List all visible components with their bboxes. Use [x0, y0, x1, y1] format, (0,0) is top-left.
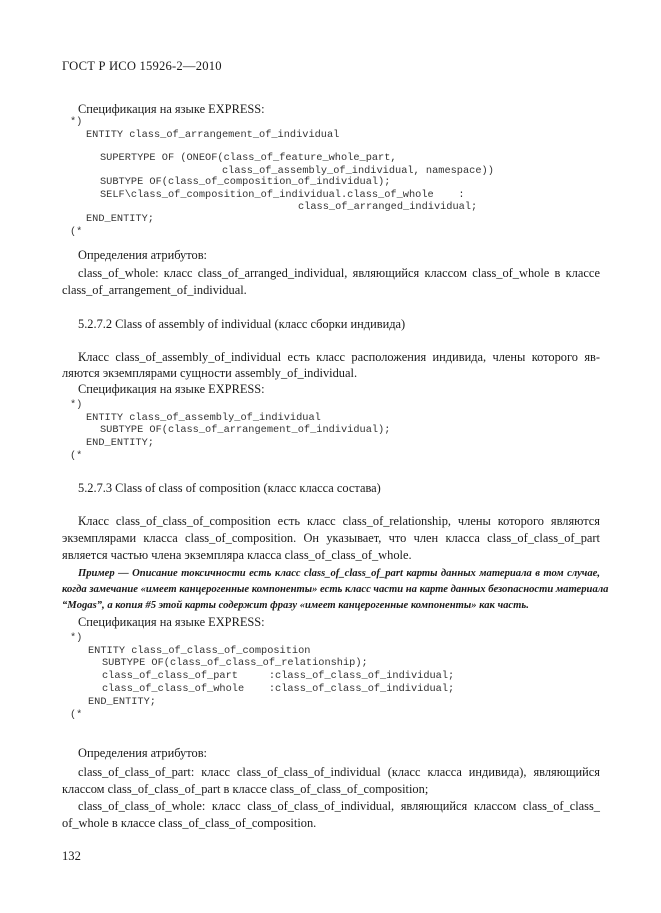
code-line: (*	[70, 226, 83, 238]
text-line: классом class_of_class_of_part в классе class_of_class_of_composition;	[62, 782, 429, 796]
code-line: class_of_assembly_of_individual, namespace))	[222, 165, 494, 177]
text-line: class_of_arrangement_of_individual.	[62, 283, 247, 297]
code-line: ENTITY class_of_class_of_composition	[88, 645, 311, 657]
code-line: (*	[70, 709, 83, 721]
text-line: class_of_class_of_whole: класс class_of_class_of_individual, являющийся классом class_of_class_	[78, 799, 600, 813]
code-line: ENTITY class_of_assembly_of_individual	[86, 412, 321, 424]
running-header: ГОСТ Р ИСО 15926-2—2010	[62, 59, 222, 73]
text-line: Определения атрибутов:	[78, 248, 207, 262]
code-line: class_of_class_of_part :class_of_class_of_individual;	[102, 670, 455, 682]
text-line: Спецификация на языке EXPRESS:	[78, 615, 265, 629]
code-line: ENTITY class_of_arrangement_of_individual	[86, 129, 340, 141]
code-line: SELF\class_of_composition_of_individual.class_of_whole :	[100, 189, 465, 201]
text-line: Класс class_of_assembly_of_individual есть класс расположения индивида, члены которого яв-	[78, 350, 600, 364]
text-line: является частью члена экземпляра класса class_of_class_of_whole.	[62, 548, 412, 562]
text-line: Определения атрибутов:	[78, 746, 207, 760]
code-line: *)	[70, 399, 83, 411]
code-line: END_ENTITY;	[88, 696, 156, 708]
code-line: SUBTYPE OF(class_of_composition_of_individual);	[100, 176, 391, 188]
code-line: END_ENTITY;	[86, 213, 154, 225]
text-line: Спецификация на языке EXPRESS:	[78, 382, 265, 396]
text-line: Класс class_of_class_of_composition есть класс class_of_relationship, члены которого являются	[78, 514, 600, 528]
code-line: END_ENTITY;	[86, 437, 154, 449]
text-line: когда замечание «имеет канцерогенные компоненты» есть класс части на карте данных безопасности материала	[62, 584, 609, 595]
text-line: ляются экземплярами сущности assembly_of_individual.	[62, 366, 358, 380]
page-number: 132	[62, 849, 81, 863]
code-line: SUBTYPE OF(class_of_arrangement_of_individual);	[100, 424, 391, 436]
text-line: 5.2.7.3 Class of class of composition (класс класса состава)	[78, 481, 381, 495]
text-line: Спецификация на языке EXPRESS:	[78, 102, 265, 116]
code-line: class_of_arranged_individual;	[298, 201, 478, 213]
text-line: “Mogas”, а копия #5 этой карты содержит фразу «имеет канцерогенные компоненты» как часть.	[62, 600, 529, 611]
code-line: *)	[70, 116, 83, 128]
text-line: of_whole в классе class_of_class_of_composition.	[62, 816, 317, 830]
code-line: (*	[70, 450, 83, 462]
text-line: экземплярами класса class_of_composition. Он указывает, что член класса class_of_class_of_part	[62, 531, 600, 545]
code-line: *)	[70, 632, 83, 644]
text-line: class_of_whole: класс class_of_arranged_individual, являющийся классом class_of_whole в классе	[78, 266, 600, 280]
code-line: class_of_class_of_whole :class_of_class_of_individual;	[102, 683, 455, 695]
code-line: SUBTYPE OF(class_of_class_of_relationship);	[102, 657, 368, 669]
text-line: 5.2.7.2 Class of assembly of individual (класс сборки индивида)	[78, 317, 406, 331]
code-line: SUPERTYPE OF (ONEOF(class_of_feature_whole_part,	[100, 152, 397, 164]
text-line: class_of_class_of_part: класс class_of_class_of_individual (класс класса индивида), являющийся	[78, 765, 600, 779]
text-line: Пример — Описание токсичности есть класс class_of_class_of_part карты данных материала в том случае,	[78, 568, 600, 579]
